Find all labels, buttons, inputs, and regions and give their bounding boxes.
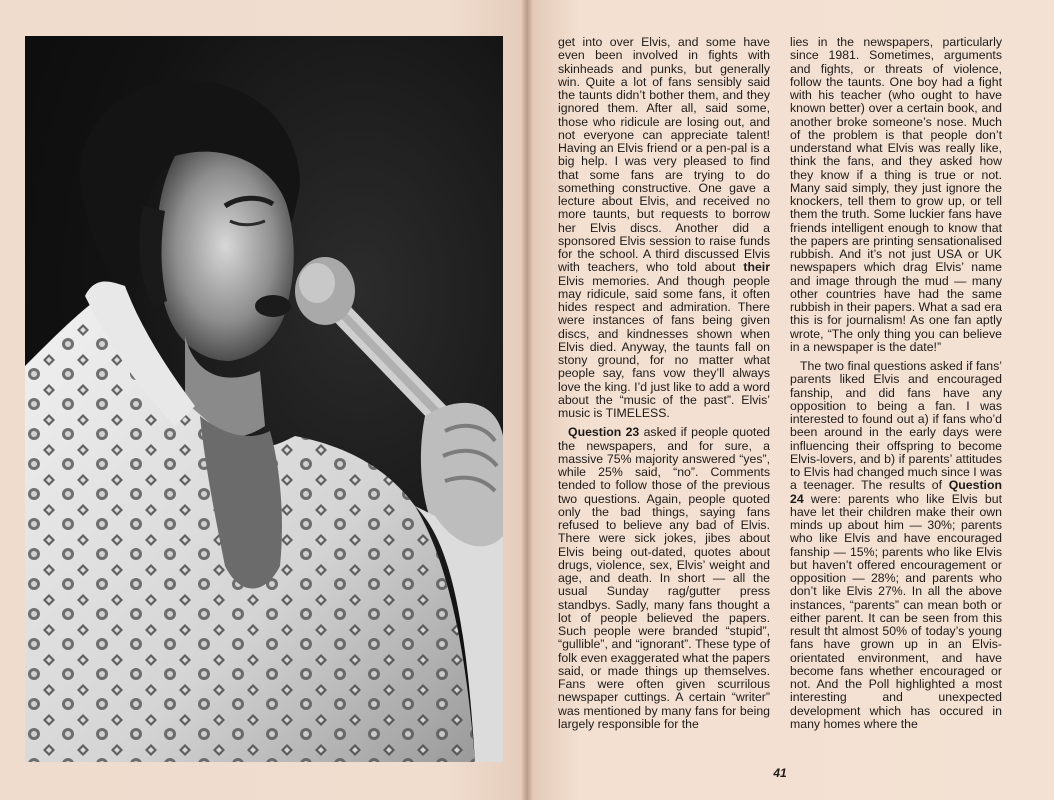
paragraph bbox=[790, 36, 1002, 354]
question-heading: Question 23 bbox=[568, 425, 640, 440]
paragraph-text: get into over Elvis, and some have even been involved in fights with skinheads and punks, but generally win. Quite a lot of fans sensibly said the taunts didn’t bother them, and they ignored them. After all, said some, those who ridicule are losing out, and not everyone can appreciate talent! Having an Elvis friend or a pen-pal is a big help. I was very pleased to find that some fans are trying to do something constructive. One gave a lecture about Elvis, and received no more taunts, but requests to borrow her Elvis discs. Another did a sponsored Elvis session to raise funds for the school. A third discussed Elvis with teachers, who told about bbox=[558, 35, 770, 275]
paragraph bbox=[558, 36, 770, 420]
paragraph-text: asked if people quoted the newspapers, and for sure, a massive 75% majority answered “yes”, while 25% said, “no”. Comments tended to follow those of the previous two questions. Again, people quoted only the bad things, saying fans refused to believe any bad of Elvis. There were sick jokes, jibes about Elvis being out-dated, quotes about drugs, violence, sex, Elvis’ weight and age, and death. In short — all the usual Sunday rag/gutter press standbys. Sadly, many fans thought a lot of people believed the papers. Such people were branded “stupid”, “gullible”, and “ignorant”. These type of folk even exaggerated what the papers said, or made things up themselves. Fans were often given scurrilous newspaper cuttings. A certain “writer” was mentioned by many fans for being largely responsible for the bbox=[558, 425, 770, 731]
paragraph-text: lies in the newspapers, particularly since 1981. Sometimes, arguments and fights, or threats of violence, follow the taunts. One boy had a fight with his teacher (who ought to have known better) over a certain book, and another broke someone’s nose. Much of the problem is that people don’t understand what Elvis was really like, think the fans, and they asked how they know if a thing is true or not. Many said simply, they just ignore the knockers, tell them to grow up, or tell them the truth. Some luckier fans have friends intelligent enough to know that the papers are printing sensationalised rubbish. And it’s not just USA or UK newspapers which drag Elvis’ name and image through the mud — many other countries have had the same rubbish in their papers. What a sad era this is for journalism! As one fan aptly wrote, “The only thing you can believe in a newspaper is the date!” bbox=[790, 35, 1002, 354]
paragraph-text: The two final questions asked if fans’ parents liked Elvis and encouraged fanship, and did fans have any opposition to being a fan. I was interested to found out a) if fans who’d been around in the early days were influencing their offspring to become Elvis-lovers, and b) if parents’ attitudes to Elvis had changed much since I was a teenager. The results of bbox=[790, 359, 1002, 493]
paragraph-text: were: parents who like Elvis but have let their children make their own minds up about him — 30%; parents who like Elvis and have encouraged fanship — 15%; parents who like Elvis but haven’t offered encouragement or opposition — 28%; and parents who don’t like Elvis 27%. In all the above instances, “parents” can mean both or either parent. It can be seen from this result tht almost 50% of today’s young fans have grown up in an Elvis-orientated environment, and have become fans whether encouraged or not. And the Poll highlighted a most interesting and unexpected development which has occured in many homes where the bbox=[790, 491, 1002, 731]
elvis-photo-illustration bbox=[25, 36, 503, 762]
bold-text: their bbox=[743, 260, 770, 275]
text-column-1 bbox=[558, 36, 770, 731]
paragraph bbox=[790, 360, 1002, 731]
paragraph bbox=[558, 426, 770, 731]
page-number: 41 bbox=[773, 766, 787, 780]
page-gutter bbox=[521, 0, 533, 800]
text-column-2 bbox=[790, 36, 1002, 731]
paragraph-text: Elvis memories. And though people may ridicule, said some fans, it often hides respect and admiration. There were instances of fans being given discs, and kindnesses shown when Elvis died. Anyway, the taunts fall on stony ground, for no matter what people say, fans vow they’ll always love the king. I’d just like to add a word about the “music of the past”. Elvis’ music is TIMELESS. bbox=[558, 273, 770, 420]
elvis-photo bbox=[25, 36, 503, 762]
question-heading: Question 24 bbox=[790, 478, 1002, 506]
